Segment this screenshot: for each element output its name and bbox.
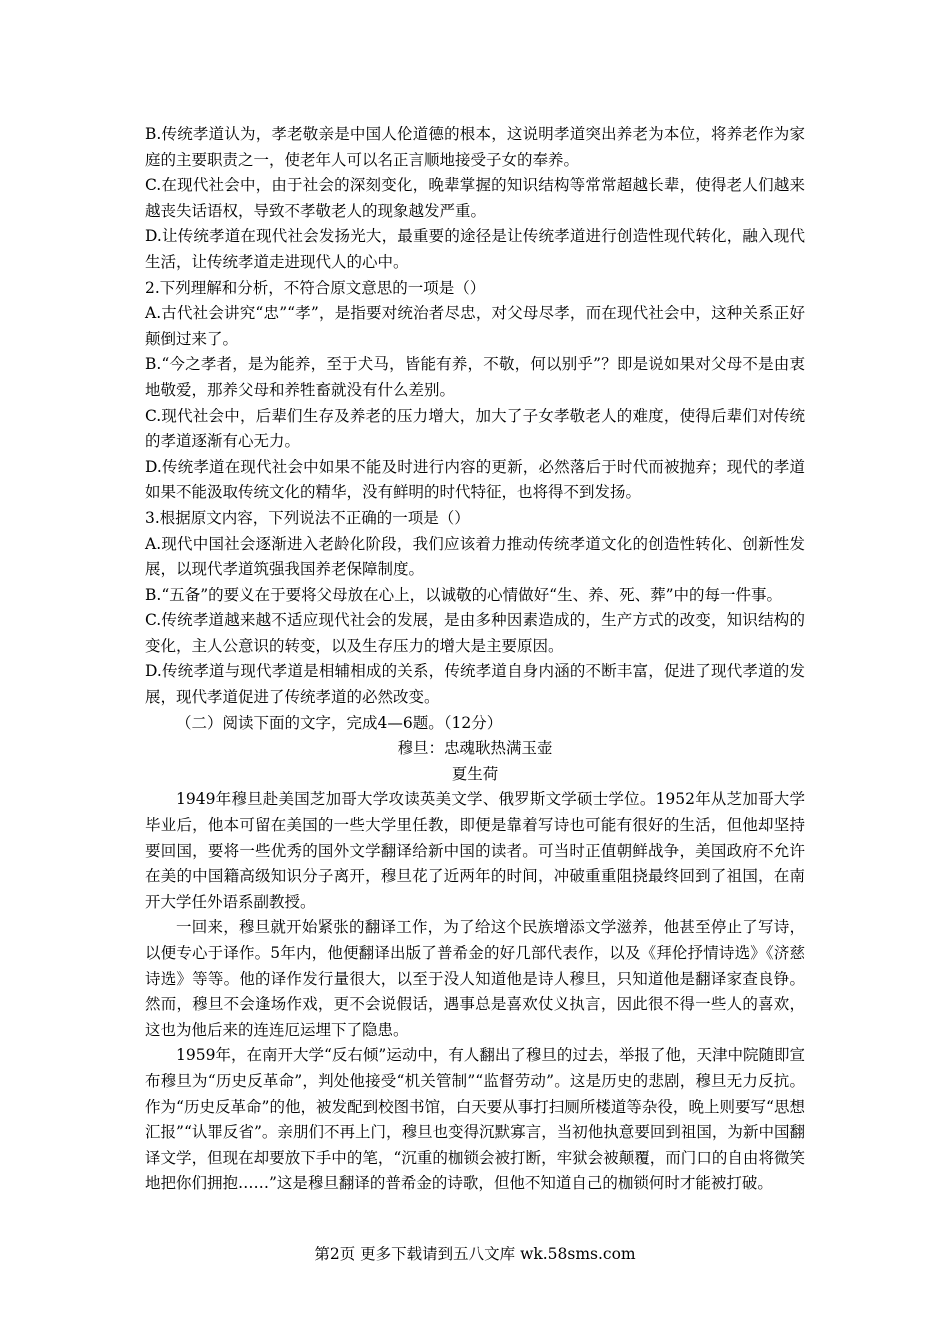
page-footer: 第2页 更多下载请到五八文库 wk.58sms.com <box>314 1245 636 1263</box>
q3-option-c: C.传统孝道越来越不适应现代社会的发展，是由多种因素造成的，生产方式的改变，知识结构的变化，主人公意识的转变，以及生存压力的增大是主要原因。 <box>145 611 805 655</box>
article-paragraph: 1959年，在南开大学“反右倾”运动中，有人翻出了穆旦的过去，举报了他，天津中院随即宣布穆旦为“历史反革命”，判处他接受“机关管制”“监督劳动”。这是历史的悲剧，穆旦无力反抗。作为“历史反革命”的他，被发配到校图书馆，白天要从事打扫厕所楼道等杂役，晚上则要写“思想汇报”“认罪反省”。亲朋们不再上门，穆旦也变得沉默寡言，当初他执意要回到祖国，为新中国翻译文学，但现在却要放下手中的笔，“沉重的枷锁会被打断，牢狱会被颠覆，而门口的自由将微笑地把你们拥抱……”这是穆旦翻译的普希金的诗歌，但他不知道自己的枷锁何时才能被打破。 <box>145 1046 805 1193</box>
q2-option-d: D.传统孝道在现代社会中如果不能及时进行内容的更新，必然落后于时代而被抛弃；现代的孝道如果不能汲取传统文化的精华，没有鲜明的时代特征，也将得不到发扬。 <box>145 457 805 502</box>
q3-option-a: A.现代中国社会逐渐进入老龄化阶段，我们应该着力推动传统孝道文化的创造性转化、创新性发展，以现代孝道筑强我国养老保障制度。 <box>145 534 805 579</box>
q3-stem: 3.根据原文内容，下列说法不正确的一项是（） <box>145 508 470 527</box>
page-content <box>145 122 805 1197</box>
article-paragraph: 一回来，穆旦就开始紧张的翻译工作，为了给这个民族增添文学滋养，他甚至停止了写诗，以便专心于译作。5年内，他便翻译出版了普希金的好几部代表作，以及《拜伦抒情诗选》《济慈诗选》等等。他的译作发行量很大，以至于没人知道他是诗人穆旦，只知道他是翻译家查良铮。然而，穆旦不会逢场作戏，更不会说假话，遇事总是喜欢仗义执言，因此很不得一些人的喜欢，这也为他后来的连连厄运埋下了隐患。 <box>145 918 805 1039</box>
section2-instruction: （二）阅读下面的文字，完成4—6题。（12分） <box>176 713 503 732</box>
q2-option-b: B.“今之孝者，是为能养，至于犬马，皆能有养，不敬，何以别乎”？即是说如果对父母不是由衷地敬爱，那养父母和养牲畜就没有什么差别。 <box>145 355 805 399</box>
article-paragraph: 1949年穆旦赴美国芝加哥大学攻读英美文学、俄罗斯文学硕士学位。1952年从芝加哥大学毕业后，他本可留在美国的一些大学里任教，即便是靠着写诗也可能有很好的生活，但他却坚持要回国，要将一些优秀的国外文学翻译给新中国的读者。可当时正值朝鲜战争，美国政府不允许在美的中国籍高级知识分子离开，穆旦花了近两年的时间，冲破重重阻挠最终回到了祖国，在南开大学任外语系副教授。 <box>145 790 805 911</box>
article-author: 夏生荷 <box>451 764 499 783</box>
q2-option-c: C.现代社会中，后辈们生存及养老的压力增大，加大了子女孝敬老人的难度，使得后辈们对传统的孝道逐渐有心无力。 <box>145 406 805 451</box>
q1-option-d: D.让传统孝道在现代社会发扬光大，最重要的途径是让传统孝道进行创造性现代转化，融入现代生活，让传统孝道走进现代人的心中。 <box>145 227 805 271</box>
q1-option-b: B.传统孝道认为，孝老敬亲是中国人伦道德的根本，这说明孝道突出养老为本位，将养老作为家庭的主要职责之一，使老年人可以名正言顺地接受子女的奉养。 <box>145 125 805 169</box>
q1-option-c: C.在现代社会中，由于社会的深刻变化，晚辈掌握的知识结构等常常超越长辈，使得老人们越来越丧失话语权，导致不孝敬老人的现象越发严重。 <box>145 176 805 220</box>
q2-option-a: A.古代社会讲究“忠”“孝”，是指要对统治者尽忠，对父母尽孝，而在现代社会中，这种关系正好颠倒过来了。 <box>145 304 805 348</box>
article-title: 穆旦：忠魂耿热满玉壶 <box>397 739 553 758</box>
q3-option-d: D.传统孝道与现代孝道是相辅相成的关系，传统孝道自身内涵的不断丰富，促进了现代孝道的发展，现代孝道促进了传统孝道的必然改变。 <box>145 662 805 707</box>
q2-stem: 2.下列理解和分析，不符合原文意思的一项是（） <box>145 278 486 297</box>
q3-option-b: B.“五备”的要义在于要将父母放在心上，以诚敬的心情做好“生、养、死、葬”中的每一件事。 <box>145 585 783 604</box>
